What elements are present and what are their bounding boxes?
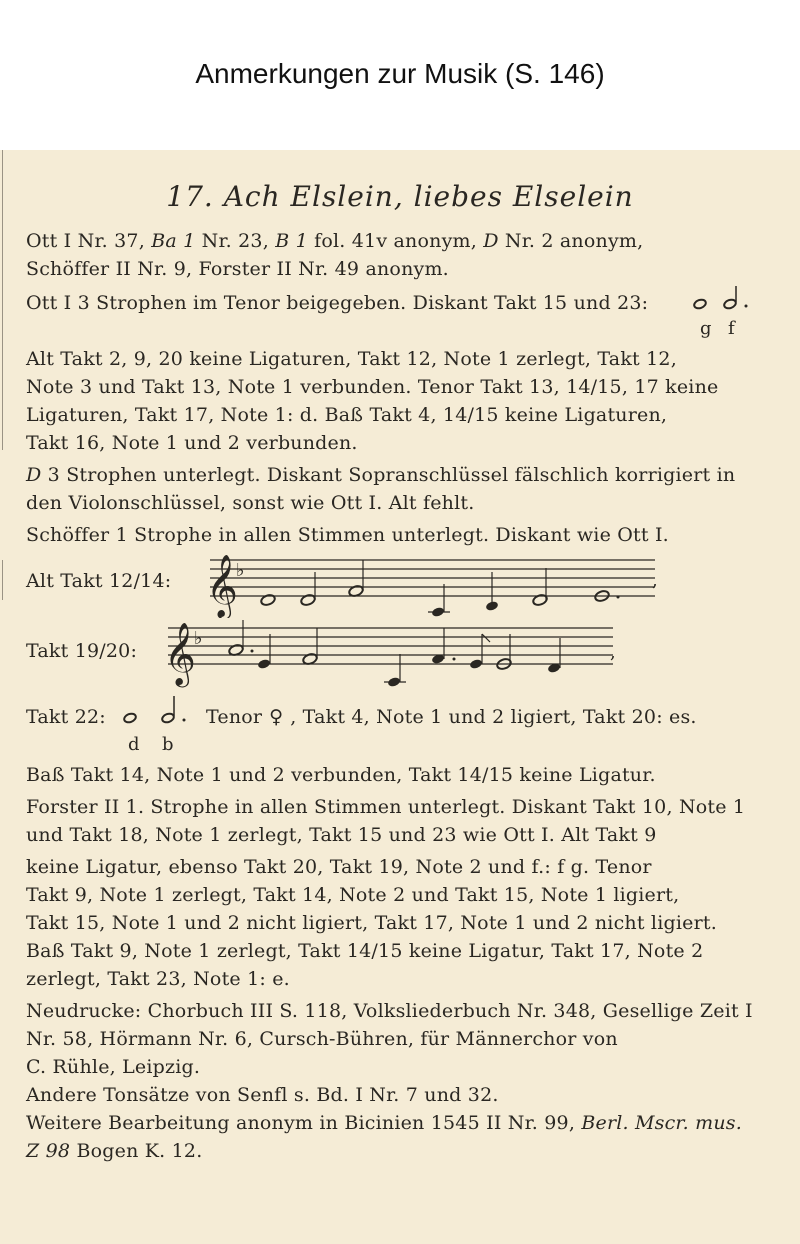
margin-line [2, 560, 3, 600]
svg-text:♭: ♭ [236, 560, 245, 581]
text-segment: keine Ligatur, ebenso Takt 20, Takt 19, Note 2 und f.: [26, 856, 551, 878]
staff-label: Alt Takt 12/14: [26, 570, 172, 592]
text-segment: Ba 1 [151, 230, 196, 252]
music-staff-2 [158, 614, 628, 694]
text-segment: Takt 22: [26, 706, 106, 728]
text-segment: , Takt 4, Note 1 und 2 ligiert, Takt 20: es. [290, 706, 697, 728]
music-staff-1 [200, 546, 670, 618]
text-line: Note 3 und Takt 13, Note 1 verbunden. Tenor Takt 13, 14/15, 17 keine [26, 376, 719, 398]
tenor-clef-symbol: ♀ [269, 706, 284, 728]
text-segment: Berl. Mscr. mus. [581, 1112, 742, 1134]
text-line: Baß Takt 9, Note 1 zerlegt, Takt 14/15 keine Ligatur, Takt 17, Note 2 [26, 940, 704, 962]
staff-label: Takt 19/20: [26, 640, 138, 662]
text-line: Schöffer 1 Strophe in allen Stimmen unterlegt. Diskant wie Ott I. [26, 524, 669, 546]
text-line: Forster II 1. Strophe in allen Stimmen unterlegt. Diskant Takt 10, Note 1 [26, 796, 746, 818]
text-line: den Violonschlüssel, sonst wie Ott I. Alt fehlt. [26, 492, 475, 514]
note-label: g [700, 318, 712, 339]
svg-text:𝄞: 𝄞 [164, 622, 196, 685]
text-line [26, 1140, 202, 1162]
text-line: zerlegt, Takt 23, Note 1: e. [26, 968, 290, 990]
note-label: f [728, 318, 735, 339]
text-segment: D [483, 230, 499, 252]
text-line [26, 856, 652, 878]
text-segment: Nr. 23, [195, 230, 276, 252]
text-line: und Takt 18, Note 1 zerlegt, Takt 15 und 23 wie Ott I. Alt Takt 9 [26, 824, 657, 846]
text-line: Takt 16, Note 1 und 2 verbunden. [26, 432, 358, 454]
text-segment: Tenor [206, 706, 263, 728]
title-bar [0, 0, 800, 150]
text-line: Ott I 3 Strophen im Tenor beigegeben. Diskant Takt 15 und 23: [26, 292, 649, 314]
text-line: C. Rühle, Leipzig. [26, 1056, 201, 1078]
note-label: b [162, 734, 174, 755]
text-line: Alt Takt 2, 9, 20 keine Ligaturen, Takt 12, Note 1 zerlegt, Takt 12, [26, 348, 677, 370]
text-line [26, 464, 735, 486]
text-line [206, 706, 697, 728]
note-symbols-takt22 [118, 692, 198, 732]
text-segment: f g. Tenor [557, 856, 652, 878]
text-line [26, 706, 106, 728]
text-line: Nr. 58, Hörmann Nr. 6, Cursch-Bühren, für Männerchor von [26, 1028, 618, 1050]
text-segment: 3 Strophen unterlegt. Diskant Sopranschlüssel fälschlich korrigiert in [41, 464, 736, 486]
text-segment: B 1 [275, 230, 308, 252]
text-line [26, 1112, 742, 1134]
text-line: Ligaturen, Takt 17, Note 1: d. Baß Takt 4, 14/15 keine Ligaturen, [26, 404, 668, 426]
text-line: Takt 15, Note 1 und 2 nicht ligiert, Takt 17, Note 1 und 2 nicht ligiert. [26, 912, 717, 934]
svg-text:𝄞: 𝄞 [206, 554, 238, 617]
note-label: d [128, 734, 140, 755]
section-heading: 17. Ach Elslein, liebes Elselein [166, 180, 634, 213]
text-segment: Bogen K. 12. [70, 1140, 203, 1162]
svg-text:♭: ♭ [194, 628, 203, 649]
text-segment: Weitere Bearbeitung anonym in Bicinien 1545 II Nr. 99, [26, 1112, 582, 1134]
svg-text:,: , [610, 642, 616, 663]
text-line: Takt 9, Note 1 zerlegt, Takt 14, Note 2 und Takt 15, Note 1 ligiert, [26, 884, 680, 906]
text-line: Neudrucke: Chorbuch III S. 118, Volksliederbuch Nr. 348, Gesellige Zeit I [26, 1000, 753, 1022]
svg-text:,: , [652, 570, 658, 591]
text-line: Andere Tonsätze von Senfl s. Bd. I Nr. 7 und 32. [26, 1084, 499, 1106]
text-line: Schöffer II Nr. 9, Forster II Nr. 49 anonym. [26, 258, 449, 280]
text-line [26, 230, 643, 252]
text-line: Baß Takt 14, Note 1 und 2 verbunden, Takt 14/15 keine Ligatur. [26, 764, 656, 786]
page-title: Anmerkungen zur Musik (S. 146) [195, 58, 605, 89]
text-segment: Z 98 [26, 1140, 71, 1162]
text-segment: Ott I Nr. 37, [26, 230, 152, 252]
text-segment: fol. 41v anonym, [307, 230, 484, 252]
text-segment: D [26, 464, 42, 486]
text-segment: Nr. 2 anonym, [498, 230, 644, 252]
